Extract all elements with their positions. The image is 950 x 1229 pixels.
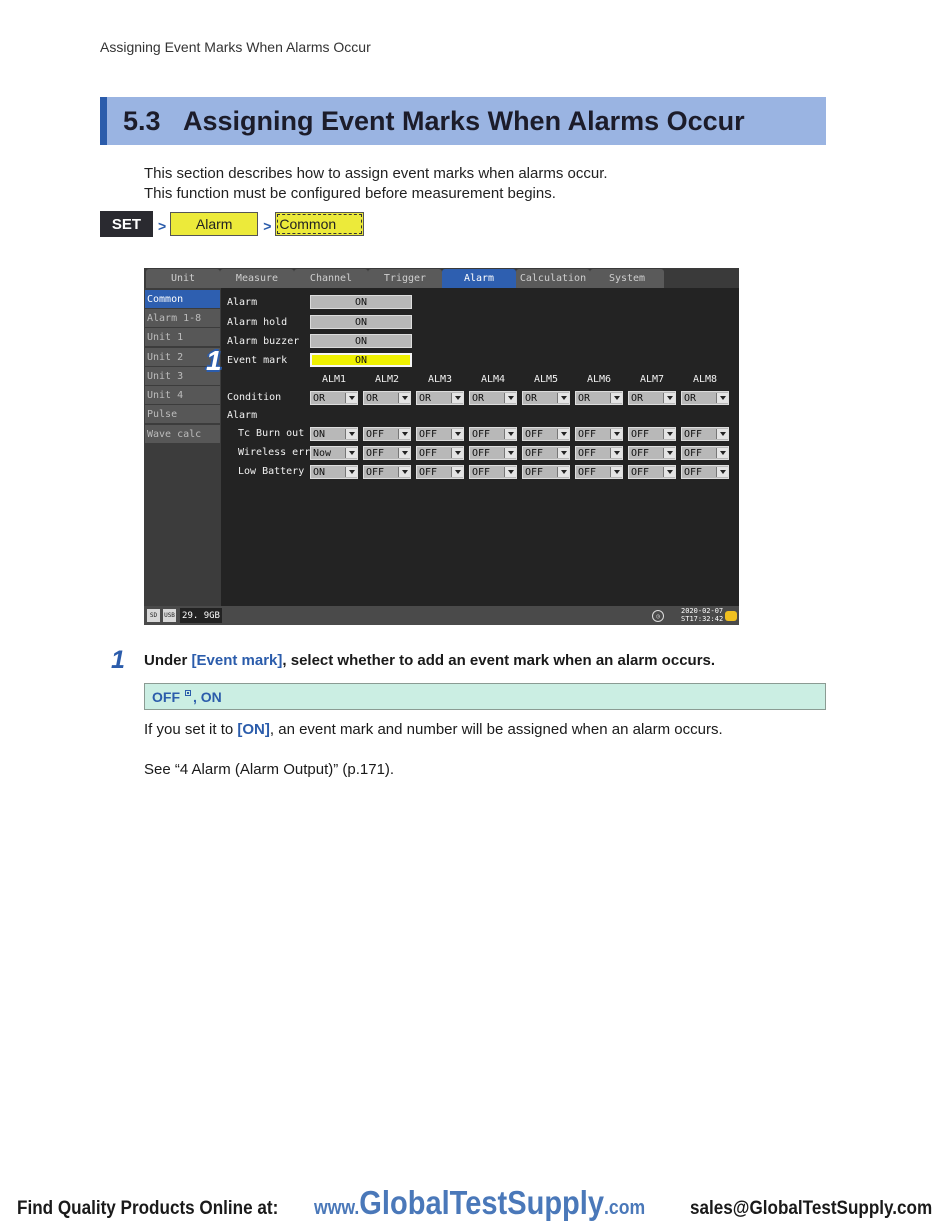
alarm-source-dropdown[interactable] [310, 465, 358, 479]
alm-column-header: ALM6 [586, 374, 612, 385]
setting-label-alarm-buzzer: Alarm buzzer [227, 336, 300, 347]
footer-website-link[interactable] [314, 1184, 645, 1220]
alarm-source-dropdown[interactable] [681, 427, 729, 441]
alarm-source-dropdown[interactable] [310, 427, 358, 441]
dropdown-value: OFF [631, 428, 650, 440]
clock-icon: ◷ [652, 610, 664, 622]
dropdown-arrow-icon [561, 470, 567, 474]
sidebar [144, 288, 221, 606]
footer-tagline: Find Quality Products Online at: [17, 1198, 279, 1219]
alm-column-header: ALM8 [692, 374, 718, 385]
tab-channel[interactable]: Channel [294, 269, 368, 288]
dropdown-arrow-icon [402, 451, 408, 455]
dropdown-arrow-icon [349, 432, 355, 436]
footer-domain: GlobalTestSupply [359, 1184, 605, 1221]
dropdown-value: OFF [525, 466, 544, 478]
alarm-source-dropdown[interactable] [522, 465, 570, 479]
dropdown-value: OR [525, 392, 538, 404]
dropdown-value: OFF [525, 447, 544, 459]
dropdown-arrow-icon [614, 470, 620, 474]
dropdown-value: Now [313, 447, 332, 459]
step-number: 1 [111, 646, 125, 674]
dropdown-value: OFF [578, 466, 597, 478]
sidebar-item-pulse[interactable]: Pulse [145, 405, 220, 423]
datetime [681, 607, 723, 623]
time: 17:32:42 [689, 615, 724, 623]
condition-dropdown[interactable] [310, 391, 358, 405]
dropdown-value: OR [472, 392, 485, 404]
dropdown-value: OFF [631, 447, 650, 459]
alarm-source-dropdown[interactable] [469, 465, 517, 479]
dropdown-value: OFF [578, 428, 597, 440]
alarm-source-dropdown[interactable] [681, 446, 729, 460]
dropdown-arrow-icon [720, 396, 726, 400]
dropdown-arrow-icon [349, 470, 355, 474]
dropdown-arrow-icon [614, 396, 620, 400]
dropdown-value: OFF [684, 428, 703, 440]
alarm-source-dropdown[interactable] [416, 465, 464, 479]
step-keyword: [Event mark] [191, 652, 283, 669]
tab-unit[interactable]: Unit [146, 269, 220, 288]
dropdown-value: OFF [419, 466, 438, 478]
running-head: Assigning Event Marks When Alarms Occur [100, 39, 371, 55]
row-label-wireless-err: Wireless err [238, 447, 311, 458]
dropdown-value: OFF [366, 428, 385, 440]
alarm-source-dropdown[interactable] [416, 446, 464, 460]
power-plug-icon [725, 611, 737, 621]
condition-dropdown[interactable] [416, 391, 464, 405]
dropdown-value: OFF [366, 447, 385, 459]
set-key: SET [100, 211, 153, 237]
setting-label-event-mark: Event mark [227, 355, 288, 366]
dropdown-arrow-icon [720, 432, 726, 436]
dropdown-arrow-icon [402, 470, 408, 474]
sidebar-item-unit-1[interactable]: Unit 1 [145, 328, 220, 346]
dropdown-arrow-icon [508, 396, 514, 400]
alarm-toggle[interactable]: ON [310, 295, 412, 309]
dropdown-value: OFF [684, 447, 703, 459]
alarm-source-dropdown[interactable] [575, 446, 623, 460]
dropdown-value: OFF [631, 466, 650, 478]
dropdown-arrow-icon [402, 432, 408, 436]
condition-dropdown[interactable] [575, 391, 623, 405]
status-bar [144, 606, 739, 625]
alarm-buzzer-toggle[interactable]: ON [310, 334, 412, 348]
time-prefix: ST [681, 615, 690, 623]
alm-column-header: ALM1 [321, 374, 347, 385]
note-suffix: , an event mark and number will be assigned when an alarm occurs. [269, 721, 723, 738]
breadcrumb-separator: > [158, 218, 167, 234]
free-space: 29. 9GB [180, 608, 222, 623]
dropdown-value: OR [631, 392, 644, 404]
row-label-low-battery: Low Battery [238, 466, 305, 477]
dropdown-arrow-icon [508, 432, 514, 436]
device-screen [144, 268, 739, 625]
tab-bar [144, 268, 739, 288]
dropdown-arrow-icon [349, 451, 355, 455]
alarm-source-dropdown[interactable] [416, 427, 464, 441]
note-paragraph [144, 721, 723, 738]
dropdown-value: OFF [419, 428, 438, 440]
condition-dropdown[interactable] [522, 391, 570, 405]
step-instruction [144, 652, 715, 669]
dropdown-arrow-icon [508, 451, 514, 455]
dropdown-arrow-icon [720, 451, 726, 455]
note-keyword: [ON] [237, 721, 270, 738]
event-mark-toggle[interactable]: ON [310, 353, 412, 367]
condition-dropdown[interactable] [363, 391, 411, 405]
breadcrumb [100, 211, 364, 237]
footer-email-link[interactable]: sales@GlobalTestSupply.com [690, 1198, 933, 1219]
breadcrumb-alarm-tab: Alarm [170, 212, 258, 236]
intro-line: This function must be configured before measurement begins. [144, 185, 556, 202]
dropdown-arrow-icon [508, 470, 514, 474]
note-prefix: If you set it to [144, 721, 238, 738]
step-text-suffix: , select whether to add an event mark when an alarm occurs. [282, 652, 716, 669]
row-label-tc-burn-out: Tc Burn out [238, 428, 305, 439]
alarm-source-dropdown[interactable] [575, 465, 623, 479]
setting-label-alarm-hold: Alarm hold [227, 317, 288, 328]
breadcrumb-separator: > [263, 218, 272, 234]
dropdown-value: OR [366, 392, 379, 404]
dropdown-value: OR [684, 392, 697, 404]
alm-column-header: ALM4 [480, 374, 506, 385]
alarm-source-dropdown[interactable] [310, 446, 358, 460]
dropdown-value: OFF [472, 428, 491, 440]
breadcrumb-common-tab: Common [275, 212, 364, 236]
condition-label: Condition [227, 392, 282, 403]
alm-column-header: ALM3 [427, 374, 453, 385]
options-box [144, 683, 826, 710]
section-banner [100, 97, 826, 145]
sidebar-item-common[interactable]: Common [145, 290, 220, 308]
dropdown-arrow-icon [455, 451, 461, 455]
dropdown-arrow-icon [614, 432, 620, 436]
tab-measure[interactable]: Measure [220, 269, 294, 288]
sidebar-item-unit-4[interactable]: Unit 4 [145, 386, 220, 404]
dropdown-arrow-icon [667, 432, 673, 436]
alm-column-header: ALM2 [374, 374, 400, 385]
tab-calculation[interactable]: Calculation [516, 269, 590, 288]
dropdown-value: OFF [472, 466, 491, 478]
dropdown-value: OFF [366, 466, 385, 478]
sidebar-item-alarm-1-8[interactable]: Alarm 1-8 [145, 309, 220, 327]
section-title: Assigning Event Marks When Alarms Occur [183, 106, 745, 136]
sidebar-item-wave-calc[interactable]: Wave calc [145, 425, 220, 443]
setting-label-alarm: Alarm [227, 297, 258, 308]
alarm-source-dropdown[interactable] [628, 427, 676, 441]
dropdown-arrow-icon [455, 432, 461, 436]
time-line [681, 615, 723, 623]
dropdown-value: OFF [578, 447, 597, 459]
condition-dropdown[interactable] [681, 391, 729, 405]
dropdown-arrow-icon [402, 396, 408, 400]
step-callout-number: 1 [206, 345, 222, 376]
alarm-source-dropdown[interactable] [469, 446, 517, 460]
tab-trigger[interactable]: Trigger [368, 269, 442, 288]
alarm-source-dropdown[interactable] [681, 465, 729, 479]
dropdown-arrow-icon [561, 451, 567, 455]
step-text-prefix: Under [144, 652, 192, 669]
dropdown-arrow-icon [455, 396, 461, 400]
dropdown-arrow-icon [720, 470, 726, 474]
sidebar-item-unit-3[interactable]: Unit 3 [145, 367, 220, 385]
dropdown-value: OFF [472, 447, 491, 459]
alarm-group-label: Alarm [227, 410, 258, 421]
condition-dropdown[interactable] [628, 391, 676, 405]
alarm-source-dropdown[interactable] [575, 427, 623, 441]
footer-com: .com [604, 1197, 646, 1219]
dropdown-value: OR [313, 392, 326, 404]
dropdown-arrow-icon [561, 396, 567, 400]
dropdown-arrow-icon [455, 470, 461, 474]
alm-column-header: ALM5 [533, 374, 559, 385]
dropdown-value: OR [419, 392, 432, 404]
see-also-reference[interactable]: See “4 Alarm (Alarm Output)” (p.171). [144, 761, 395, 778]
alarm-source-dropdown[interactable] [522, 427, 570, 441]
alarm-source-dropdown[interactable] [522, 446, 570, 460]
sd-card-icon: SD [147, 609, 160, 622]
alarm-source-dropdown[interactable] [363, 446, 411, 460]
intro-line: This section describes how to assign event marks when alarms occur. [144, 165, 608, 182]
sidebar-item-unit-2[interactable]: Unit 2 [145, 348, 220, 366]
option-off: OFF [152, 688, 180, 705]
dropdown-value: OFF [684, 466, 703, 478]
date: 2020-02-07 [681, 607, 724, 615]
alm-column-header: ALM7 [639, 374, 665, 385]
dropdown-value: OR [578, 392, 591, 404]
usb-icon: USB [163, 609, 176, 622]
tab-alarm[interactable]: Alarm [442, 269, 516, 288]
dropdown-arrow-icon [614, 451, 620, 455]
intro-text [144, 164, 608, 204]
dropdown-arrow-icon [667, 470, 673, 474]
dropdown-value: ON [313, 428, 326, 440]
dropdown-value: ON [313, 466, 326, 478]
dropdown-value: OFF [525, 428, 544, 440]
alarm-source-dropdown[interactable] [628, 446, 676, 460]
alarm-source-dropdown[interactable] [469, 427, 517, 441]
dropdown-arrow-icon [667, 396, 673, 400]
section-number: 5.3 [123, 106, 161, 136]
default-setting-icon [185, 690, 191, 696]
option-on: , ON [193, 688, 222, 705]
condition-dropdown[interactable] [469, 391, 517, 405]
alarm-source-dropdown[interactable] [363, 465, 411, 479]
dropdown-value: OFF [419, 447, 438, 459]
dropdown-arrow-icon [561, 432, 567, 436]
alarm-hold-toggle[interactable]: ON [310, 315, 412, 329]
dropdown-arrow-icon [349, 396, 355, 400]
tab-system[interactable]: System [590, 269, 664, 288]
footer-www: www. [314, 1197, 360, 1219]
alarm-source-dropdown[interactable] [363, 427, 411, 441]
dropdown-arrow-icon [667, 451, 673, 455]
alarm-source-dropdown[interactable] [628, 465, 676, 479]
